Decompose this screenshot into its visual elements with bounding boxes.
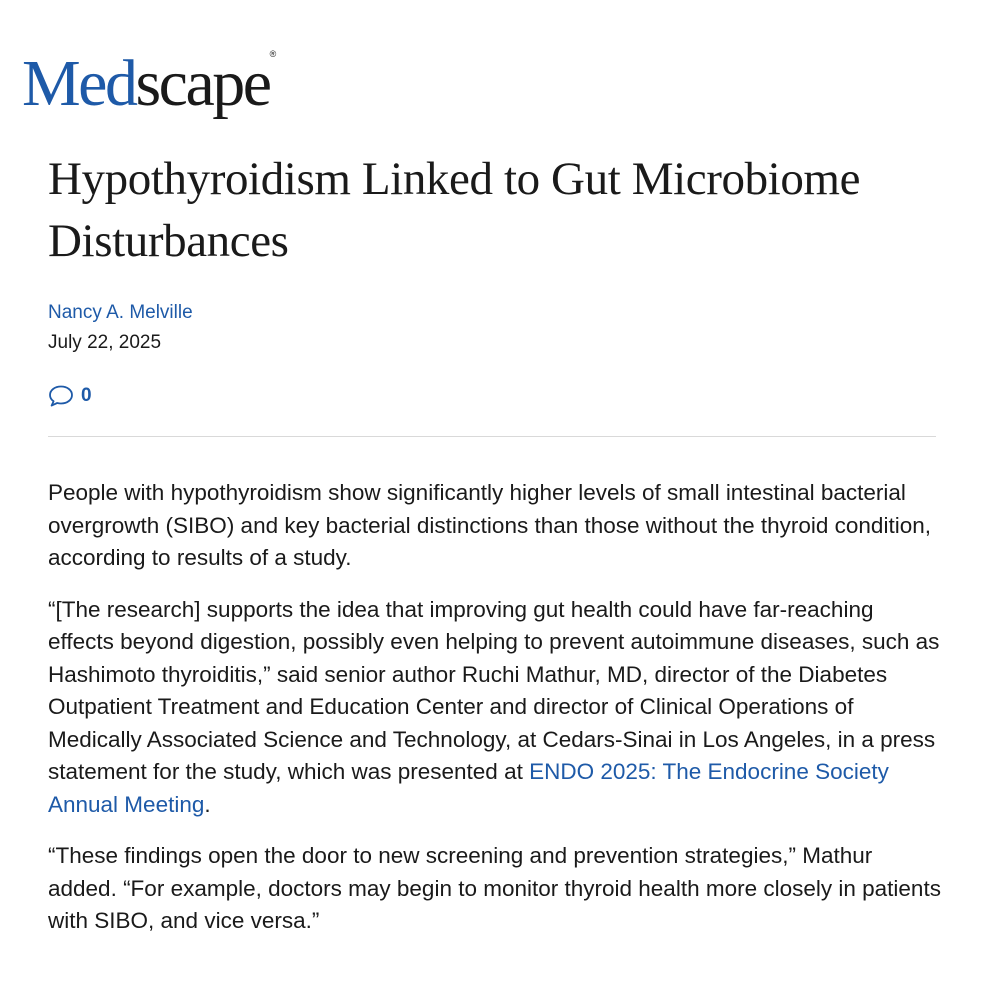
paragraph-2 (48, 594, 943, 822)
paragraph-1: People with hypothyroidism show significantly higher levels of small intestinal bacterial overgrowth (SIBO) and key bacterial distinctions than those without the thyroid condition, according to results of a study. (48, 480, 931, 570)
comment-count: 0 (81, 385, 92, 406)
publish-date: July 22, 2025 (48, 332, 162, 353)
paragraph-2-end: . (204, 791, 211, 817)
comments-button[interactable] (48, 384, 92, 408)
author-link[interactable]: Nancy A. Melville (48, 302, 193, 323)
article-body (48, 477, 943, 957)
speech-bubble-icon (48, 384, 74, 408)
byline (48, 300, 193, 356)
header-divider (48, 436, 936, 437)
article-title: Hypothyroidism Linked to Gut Microbiome Disturbances (48, 153, 861, 267)
logo-med: Med (22, 47, 136, 120)
paragraph-2-text: “[The research] supports the idea that improving gut health could have far-reaching effects beyond digestion, possibly even helping to prevent autoimmune diseases, such as Hashimoto thyroiditis,” said senior author Ruchi Mathur, MD, director of the Diabetes Outpatient Treatment and Education Center and director of Clinical Operations of Medically Associated Science and Technology, at Cedars-Sinai in Los Angeles, in a press statement for the study, which was presented at (48, 596, 940, 784)
logo-scape: scape (135, 47, 270, 120)
endo-2025-link[interactable]: ENDO 2025: The Endocrine Society Annual Meeting (48, 759, 889, 817)
medscape-logo[interactable] (22, 14, 276, 124)
registered-mark: ® (269, 49, 277, 59)
paragraph-3: “These findings open the door to new screening and prevention strategies,” Mathur added. “For example, doctors may begin to monitor thyroid health more closely in patients with SIBO, and vice versa.” (48, 843, 941, 933)
